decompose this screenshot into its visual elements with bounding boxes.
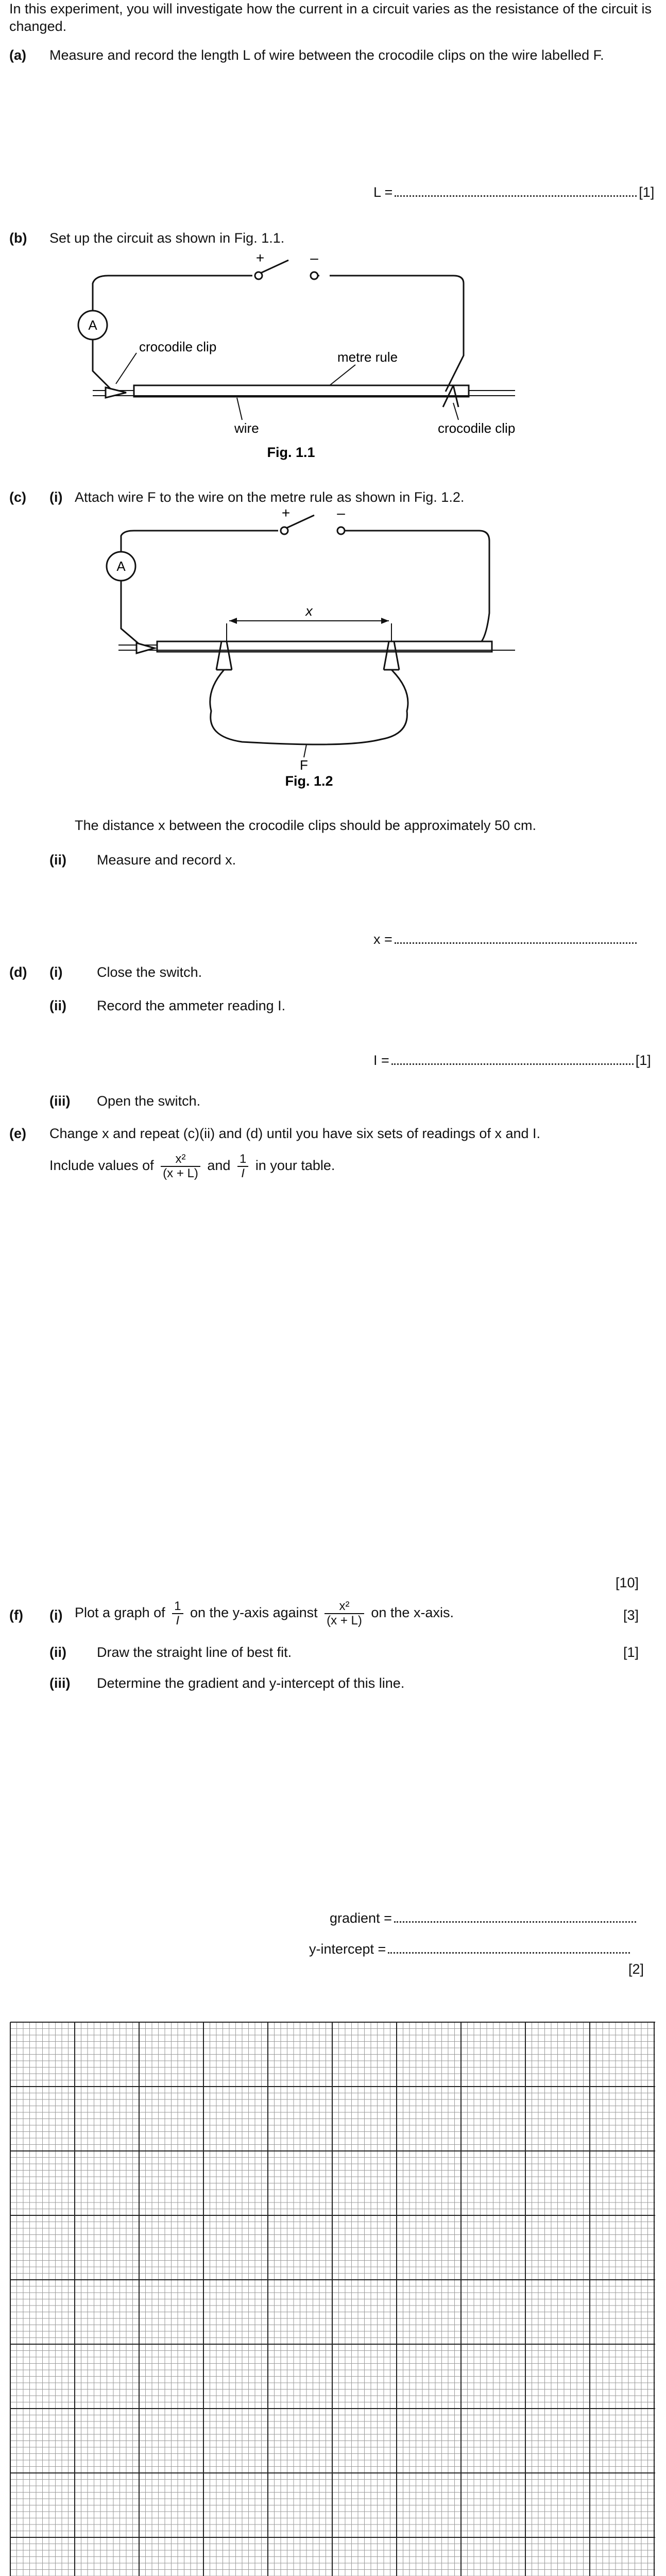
answer-x-label: x = [373, 931, 392, 947]
fig1-crocodile-clip-left-label: crocodile clip [139, 339, 217, 354]
fig2-caption: Fig. 1.2 [285, 773, 333, 789]
answer-L-marks: [1] [639, 184, 655, 200]
part-e-frac1-den: (x + L) [163, 1166, 198, 1180]
part-f-iii-label: (iii) [49, 1675, 71, 1691]
part-f-i-frac2-den: (x + L) [327, 1613, 362, 1628]
fig2-plus-label: + [281, 505, 291, 521]
part-a-text: Measure and record the length L of wire between the crocodile clips on the wire labelled F. [49, 47, 604, 63]
part-d-iii-label: (iii) [49, 1093, 71, 1109]
part-e-frac2-num: 1 [237, 1153, 248, 1167]
part-e-frac2 [237, 1153, 248, 1180]
part-e-frac1-num: x² [161, 1153, 200, 1167]
part-f-iii-text: Determine the gradient and y-intercept of this line. [97, 1675, 405, 1691]
intro-text: In this experiment, you will investigate how the current in a circuit varies as the resistance of the circuit is changed. [9, 1, 652, 34]
fig1-wire-label: wire [234, 420, 259, 436]
fig2-x-label: x [305, 603, 313, 619]
part-f-ii-marks: [1] [623, 1645, 639, 1660]
answer-L-row [373, 183, 654, 201]
answer-I-label: I = [373, 1053, 389, 1068]
part-e-label: (e) [9, 1126, 26, 1141]
part-f-i-frac1-num: 1 [172, 1600, 183, 1614]
part-f-ii-label: (ii) [49, 1645, 66, 1660]
part-d-i-label: (i) [49, 964, 63, 980]
part-f-marks: [2] [628, 1961, 644, 1977]
part-e-frac2-den: I [241, 1166, 245, 1180]
fig1-metre-rule-label: metre rule [337, 349, 398, 365]
answer-intercept-label: y-intercept = [309, 1941, 386, 1957]
part-f-i-frac2-num: x² [325, 1600, 364, 1614]
part-d-ii-label: (ii) [49, 998, 66, 1013]
part-f-i-frac1 [172, 1600, 183, 1628]
part-e-marks: [10] [616, 1575, 639, 1590]
part-f-ii-text: Draw the straight line of best fit. [97, 1645, 292, 1660]
part-f-i-mid: on the y-axis against [190, 1605, 318, 1620]
fig1-crocodile-clip-right-label: crocodile clip [438, 420, 516, 436]
answer-x-field[interactable] [395, 930, 637, 944]
answer-intercept-field[interactable] [388, 1940, 630, 1954]
fig2-F-label: F [300, 757, 308, 773]
answer-L-field[interactable] [395, 183, 637, 197]
answer-L-label: L = [373, 184, 393, 200]
part-c-ii-text: Measure and record x. [97, 852, 236, 868]
figure-1-2 [0, 505, 666, 789]
part-b-text: Set up the circuit as shown in Fig. 1.1. [49, 230, 285, 246]
figure-1-1 [0, 252, 666, 479]
part-f-i-post: on the x-axis. [371, 1605, 454, 1620]
answer-x-row [373, 930, 639, 948]
part-b-label: (b) [9, 230, 27, 246]
part-c-label: (c) [9, 489, 26, 505]
answer-gradient-row [330, 1909, 638, 1927]
part-f-i-frac1-den: I [176, 1613, 180, 1628]
part-c-note: The distance x between the crocodile clips should be approximately 50 cm. [75, 818, 536, 833]
part-e-include-post: in your table. [255, 1158, 335, 1173]
part-d-label: (d) [9, 964, 27, 980]
part-c-i-text: Attach wire F to the wire on the metre rule as shown in Fig. 1.2. [75, 489, 465, 505]
part-f-i-row [75, 1597, 454, 1628]
fig1-plus-label: + [255, 250, 265, 266]
part-f-i-label: (i) [49, 1607, 63, 1623]
part-c-i-label: (i) [49, 489, 63, 505]
fig1-caption: Fig. 1.1 [267, 445, 315, 460]
answer-I-field[interactable] [391, 1051, 634, 1065]
part-e-and: and [207, 1158, 231, 1173]
part-a-label: (a) [9, 47, 26, 63]
part-f-i-marks: [3] [623, 1607, 639, 1623]
answer-gradient-field[interactable] [394, 1909, 636, 1923]
part-e-text: Change x and repeat (c)(ii) and (d) until you have six sets of readings of x and I. [49, 1126, 541, 1141]
part-e-include-row [49, 1150, 335, 1181]
part-e-frac1 [161, 1153, 200, 1180]
answer-I-row [373, 1051, 651, 1069]
part-d-iii-text: Open the switch. [97, 1093, 201, 1109]
fig2-ammeter-label: A [116, 558, 126, 574]
part-d-i-text: Close the switch. [97, 964, 202, 980]
part-f-label: (f) [9, 1607, 23, 1623]
fig2-minus-label: – [337, 505, 345, 521]
answer-gradient-label: gradient = [330, 1910, 392, 1926]
fig1-minus-label: – [310, 250, 318, 266]
graph-paper-grid[interactable] [10, 2022, 655, 2576]
answer-I-marks: [1] [635, 1053, 651, 1068]
part-e-include-pre: Include values of [49, 1158, 154, 1173]
part-f-i-frac2 [325, 1600, 364, 1628]
fig1-ammeter-label: A [88, 317, 97, 333]
part-d-ii-text: Record the ammeter reading I. [97, 998, 286, 1013]
part-f-i-pre: Plot a graph of [75, 1605, 165, 1620]
answer-intercept-row [309, 1940, 632, 1958]
part-c-ii-label: (ii) [49, 852, 66, 868]
